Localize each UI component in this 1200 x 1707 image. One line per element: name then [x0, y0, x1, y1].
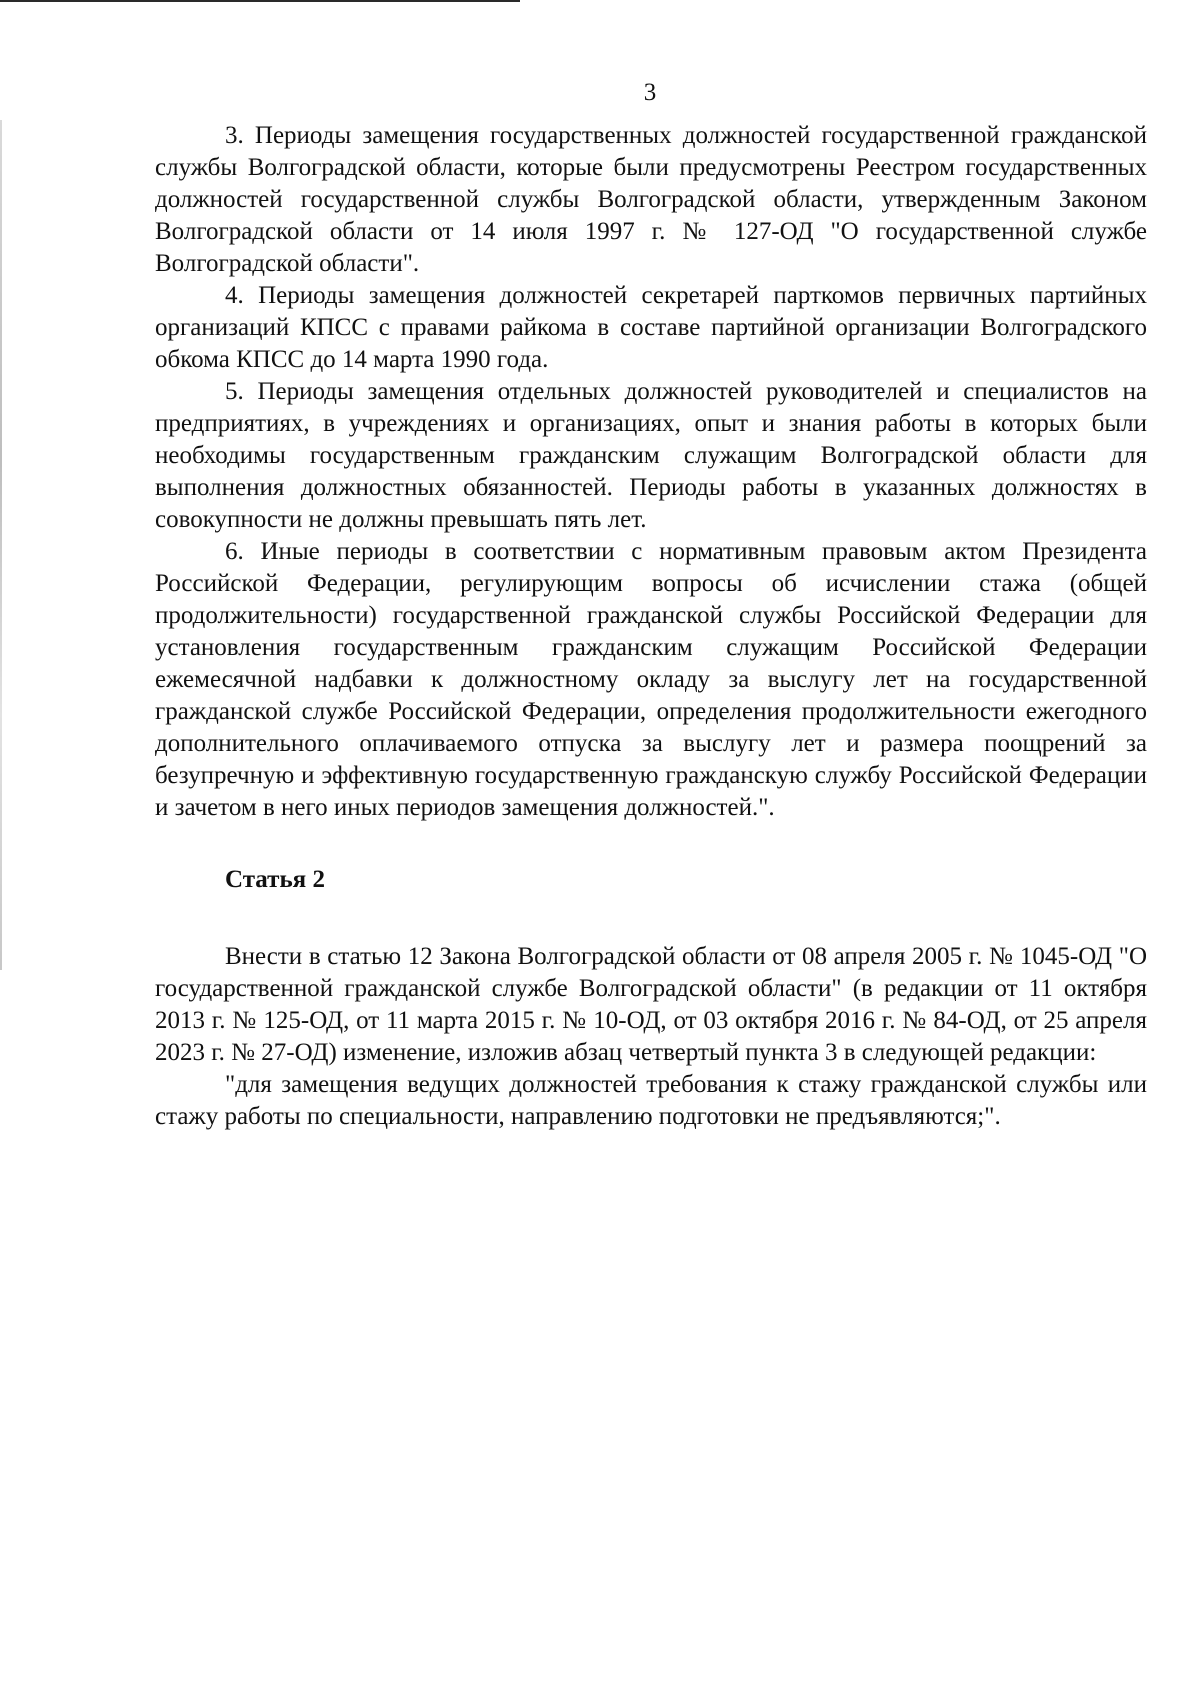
scan-edge-left [0, 120, 2, 970]
paragraph-item-6: 6. Иные периоды в соответствии с нормативным правовым актом Президента Российской Федерации, регулирующим вопросы об исчислении стажа (общей продолжительности) государственной гражданской службы Российской Федерации для установления государственным гражданским служащим Российской Федерации ежемесячной надбавки к должностному окладу за выслугу лет на государственной гражданской службе Российской Федерации, определения продолжительности ежегодного дополнительного оплачиваемого отпуска за выслугу лет и размера поощрений за безупречную и эффективную государственную гражданскую службу Российской Федерации и зачетом в него иных периодов замещения должностей.". [155, 538, 1147, 821]
document-body [155, 120, 1147, 1133]
article-2-paragraph: Внести в статью 12 Закона Волгоградской области от 08 апреля 2005 г. № 1045-ОД "О государственной гражданской службе Волгоградской области" (в редакции от 11 октября 2013 г. № 125-ОД, от 11 марта 2015 г. № 10-ОД, от 03 октября 2016 г. № 84-ОД, от 25 апреля 2023 г. № 27-ОД) изменение, изложив абзац четвертый пункта 3 в следующей редакции: [155, 943, 1147, 1066]
article-2-quoted-text: "для замещения ведущих должностей требования к стажу гражданской службы или стажу работы по специальности, направлению подготовки не предъявляются;". [155, 1071, 1147, 1130]
scan-edge-top [0, 0, 520, 2]
paragraph-item-4: 4. Периоды замещения должностей секретарей парткомов первичных партийных организаций КПСС с правами райкома в составе партийной организации Волгоградского обкома КПСС до 14 марта 1990 года. [155, 282, 1147, 373]
page-number: 3 [643, 79, 657, 106]
paragraph-item-3: 3. Периоды замещения государственных должностей государственной гражданской службы Волгоградской области, которые были предусмотрены Реестром государственных должностей государственной службы Волгоградской области, утвержденным Законом Волгоградской области от 14 июля 1997 г. № 127-ОД "О государственной службе Волгоградской области". [155, 122, 1147, 277]
paragraph-item-5: 5. Периоды замещения отдельных должностей руководителей и специалистов на предприятиях, в учреждениях и организациях, опыт и знания работы в которых были необходимы государственным гражданским служащим Волгоградской области для выполнения должностных обязанностей. Периоды работы в указанных должностях в совокупности не должны превышать пять лет. [155, 378, 1147, 533]
article-2-heading: Статья 2 [225, 866, 325, 893]
